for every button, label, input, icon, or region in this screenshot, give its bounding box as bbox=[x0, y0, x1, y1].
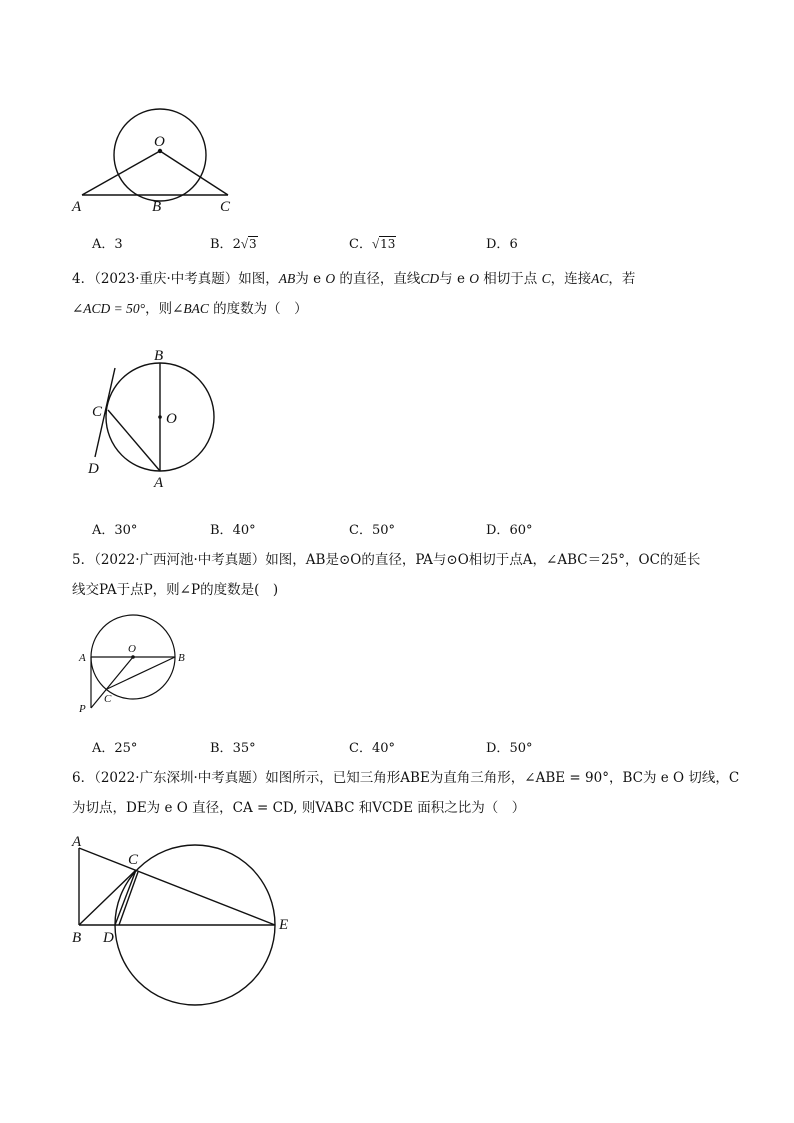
q5-label-o: O bbox=[128, 643, 136, 655]
option-letter: D． bbox=[486, 741, 510, 756]
q6-segment-ae bbox=[79, 848, 275, 925]
q5-label-a: A bbox=[79, 652, 86, 664]
q4-label-a: A bbox=[154, 475, 164, 491]
option-letter: C． bbox=[349, 237, 372, 252]
q6-label-c: C bbox=[128, 852, 139, 868]
q3-segment-oa bbox=[82, 151, 160, 195]
sqrt-symbol: √ bbox=[240, 236, 248, 251]
q6-chord-cd-outer bbox=[115, 870, 136, 925]
q4-point-o bbox=[158, 415, 162, 419]
q5-option-c[interactable] bbox=[349, 737, 395, 756]
q3-label-c: C bbox=[220, 199, 231, 215]
option-letter: C． bbox=[349, 523, 372, 538]
option-value: 30° bbox=[114, 523, 138, 538]
q4-label-c: C bbox=[92, 404, 103, 420]
q4-stem-line-2: ∠ACD = 50°，则∠BAC 的度数为（ ） bbox=[72, 301, 308, 317]
option-letter: A． bbox=[92, 741, 115, 756]
q3-label-a: A bbox=[72, 199, 82, 215]
q5-option-d[interactable] bbox=[486, 737, 532, 756]
q3-label-b: B bbox=[152, 199, 162, 215]
q4-chord-ac bbox=[108, 410, 160, 471]
q5-option-b[interactable] bbox=[210, 737, 256, 756]
option-value: 40° bbox=[232, 523, 256, 538]
q4-options bbox=[0, 519, 794, 539]
option-radicand: 13 bbox=[380, 237, 396, 251]
option-value: 3 bbox=[114, 237, 123, 252]
q6-label-a: A bbox=[72, 834, 82, 850]
q6-stem-line-2: 为切点，DE为 e O 直径，CA = CD, 则VABC 和VCDE 面积之比为（ ） bbox=[72, 800, 526, 816]
q3-circle bbox=[114, 109, 206, 201]
q5-options bbox=[0, 737, 794, 757]
option-letter: D． bbox=[486, 523, 510, 538]
q5-stem bbox=[72, 545, 732, 605]
q4-option-b[interactable] bbox=[210, 519, 256, 538]
option-value: 40° bbox=[371, 741, 395, 756]
q3-figure bbox=[60, 95, 260, 220]
q5-option-a[interactable] bbox=[92, 737, 137, 756]
option-value: 6 bbox=[509, 237, 518, 252]
q6-label-d: D bbox=[103, 930, 114, 946]
q4-label-d: D bbox=[88, 461, 99, 477]
q3-option-d[interactable] bbox=[486, 233, 518, 252]
q4-figure bbox=[80, 345, 230, 495]
option-coefficient: 2 bbox=[232, 237, 241, 252]
q4-option-d[interactable] bbox=[486, 519, 532, 538]
q4-label-b: B bbox=[154, 348, 164, 364]
option-value: 25° bbox=[114, 741, 138, 756]
option-letter: D． bbox=[486, 237, 510, 252]
q3-segment-oc bbox=[160, 151, 228, 195]
q6-label-e: E bbox=[279, 917, 289, 933]
option-letter: A． bbox=[92, 523, 115, 538]
option-letter: B． bbox=[210, 523, 233, 538]
q6-stem bbox=[72, 763, 740, 823]
q5-stem-line-2: 线交PA于点P，则∠P的度数是( ) bbox=[72, 582, 279, 598]
option-letter: B． bbox=[210, 237, 233, 252]
q4-stem-line-1: 4．（2023·重庆·中考真题）如图，AB为 e O 的直径，直线CD与 e O 相切于点 C，连接AC，若 bbox=[72, 271, 636, 287]
option-radicand: 3 bbox=[248, 237, 257, 251]
q6-stem-line-1: 6．（2022·广东深圳·中考真题）如图所示，已知三角形ABE为直角三角形，∠ABE = 90°，BC为 e O 切线，C bbox=[72, 770, 740, 786]
option-value: 60° bbox=[509, 523, 533, 538]
q6-figure bbox=[66, 830, 306, 1010]
q5-stem-line-1: 5．（2022·广西河池·中考真题）如图，AB是⊙O的直径，PA与⊙O相切于点A，∠ABC＝25°，OC的延长 bbox=[72, 552, 701, 568]
option-letter: B． bbox=[210, 741, 233, 756]
q5-point-o bbox=[131, 655, 135, 659]
q4-option-c[interactable] bbox=[349, 519, 395, 538]
option-letter: C． bbox=[349, 741, 372, 756]
q4-label-o: O bbox=[166, 411, 177, 427]
option-letter: A． bbox=[92, 237, 115, 252]
sqrt-symbol: √ bbox=[371, 236, 380, 251]
q3-options bbox=[0, 233, 794, 253]
option-value: 35° bbox=[232, 741, 256, 756]
q4-stem bbox=[72, 264, 732, 324]
q3-label-o: O bbox=[154, 134, 165, 150]
option-value: 50° bbox=[371, 523, 395, 538]
q3-option-a[interactable] bbox=[92, 233, 123, 252]
q5-label-p: P bbox=[79, 703, 86, 715]
q5-line-op bbox=[91, 657, 133, 708]
q6-tangent-bc bbox=[79, 870, 136, 925]
q3-option-c[interactable] bbox=[349, 233, 396, 252]
q5-label-c: C bbox=[104, 693, 112, 705]
q4-option-a[interactable] bbox=[92, 519, 137, 538]
q6-label-b: B bbox=[72, 930, 82, 946]
q5-label-b: B bbox=[178, 652, 185, 664]
q5-figure bbox=[75, 608, 195, 718]
option-value: 50° bbox=[509, 741, 533, 756]
q3-option-b[interactable] bbox=[210, 233, 258, 252]
